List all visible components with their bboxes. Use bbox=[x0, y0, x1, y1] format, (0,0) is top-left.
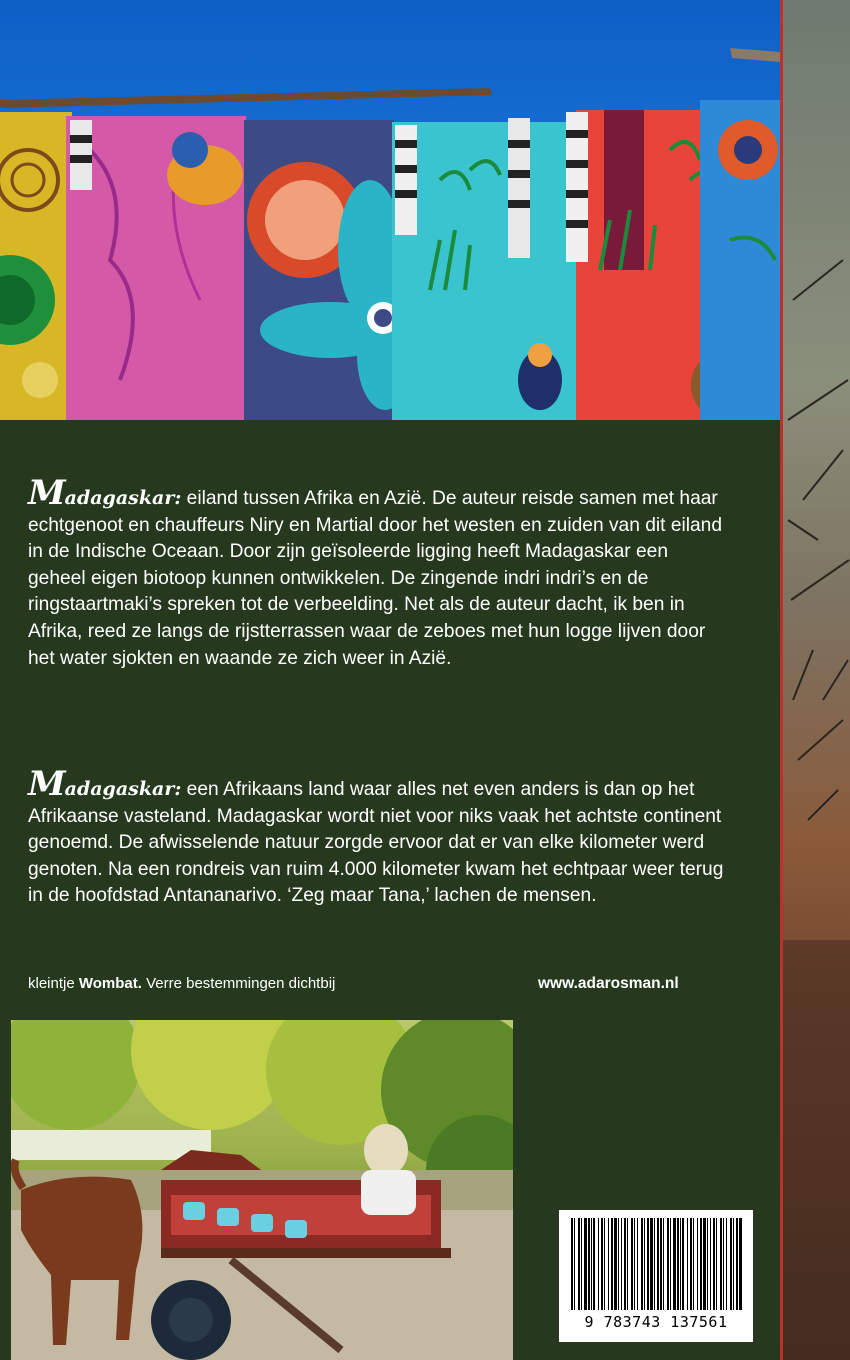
barcode-bar bbox=[627, 1218, 628, 1310]
barcode-bar bbox=[693, 1218, 694, 1310]
barcode-bar bbox=[624, 1218, 626, 1310]
barcode-bar bbox=[578, 1218, 580, 1310]
barcode-bar bbox=[733, 1218, 734, 1310]
barcode-bar bbox=[574, 1218, 575, 1310]
barcode-bar bbox=[591, 1218, 592, 1310]
zebu-cart-photo bbox=[11, 1020, 513, 1360]
zebu-cart-illustration bbox=[11, 1020, 513, 1360]
barcode-bar bbox=[673, 1218, 676, 1310]
barcode-bar bbox=[720, 1218, 722, 1310]
barcode-bar bbox=[723, 1218, 724, 1310]
blurb-text: eiland tussen Afrika en Azië. De auteur reisde samen met haar echtgenoot en chauffeurs Niry en Martial door het westen en zuiden van dit eiland in de Indische Oceaan. Door zijn geïsoleerde ligging heeft Madagaskar een geheel eigen biotoop kunnen ontwikkelen. De zingende indri indri’s en de ringstaartmaki’s spreken tot de verbeelding. Net als de auteur dacht, ik ben in Afrika, reed ze langs de rijstterrassen waar de zeboes met hun logge lijven door het water sjokten en waande ze zich weer in Azië. bbox=[28, 488, 723, 669]
barcode-bar bbox=[667, 1218, 669, 1310]
barcode-bar bbox=[680, 1218, 681, 1310]
website-link[interactable]: www.adarosman.nl bbox=[538, 975, 679, 992]
barcode-bar bbox=[700, 1218, 702, 1310]
barcode-bar bbox=[608, 1218, 609, 1310]
series-tagline bbox=[28, 975, 335, 992]
barcode-bar bbox=[588, 1218, 590, 1310]
barcode-bar bbox=[710, 1218, 711, 1310]
barcode-bar bbox=[581, 1218, 582, 1310]
barcode-bar bbox=[654, 1218, 655, 1310]
barcode-bar bbox=[598, 1218, 599, 1310]
fabrics-illustration bbox=[0, 0, 780, 420]
barcode-bar bbox=[716, 1218, 717, 1310]
barcode-bar bbox=[677, 1218, 679, 1310]
barcode-bar bbox=[637, 1218, 638, 1310]
blurb-lead-word: Madagaskar: bbox=[28, 473, 182, 513]
blurb-paragraph-1 bbox=[28, 473, 728, 672]
barcode-bar bbox=[682, 1218, 684, 1310]
barcode-bar bbox=[634, 1218, 635, 1310]
barcode-bar bbox=[593, 1218, 595, 1310]
barcode-bar bbox=[736, 1218, 738, 1310]
barcode-bar bbox=[631, 1218, 633, 1310]
barcode-bar bbox=[687, 1218, 688, 1310]
barcode-bar bbox=[614, 1218, 617, 1310]
barcode-bar bbox=[611, 1218, 613, 1310]
series-prefix: kleintje bbox=[28, 975, 79, 992]
barcode-bar bbox=[703, 1218, 706, 1310]
barcode-bar bbox=[621, 1218, 622, 1310]
barcode-bar bbox=[690, 1218, 692, 1310]
series-tagline-text: Verre bestemmingen dichtbij bbox=[141, 975, 336, 992]
barcode-bar bbox=[739, 1218, 742, 1310]
barcode-bar bbox=[663, 1218, 664, 1310]
barcode-bar bbox=[730, 1218, 732, 1310]
barcode-bar bbox=[647, 1218, 649, 1310]
blurb-lead-word: Madagaskar: bbox=[28, 764, 182, 804]
barcode-bar bbox=[584, 1218, 587, 1310]
barcode-bar bbox=[707, 1218, 708, 1310]
fabrics-photo bbox=[0, 0, 780, 420]
barcode-bar bbox=[670, 1218, 671, 1310]
blurb-text: een Afrikaans land waar alles net even anders is dan op het Afrikaanse vasteland. Madagaskar wordt niet voor niks vaak het achtste continent genoemd. De afwisselende natuur zorgde ervoor dat er van elke kilometer werd genoten. Na een rondreis van ruim 4.000 kilometer kwam het echtpaar weer terug in de hoofdstad Antananarivo. ‘Zeg maar Tana,’ lachen de mensen. bbox=[28, 779, 724, 907]
barcode-bar bbox=[641, 1218, 643, 1310]
barcode-bar bbox=[650, 1218, 653, 1310]
barcode-bar bbox=[657, 1218, 659, 1310]
series-brand: Wombat. bbox=[78, 975, 142, 992]
spine-photo bbox=[780, 0, 850, 1360]
barcode-bar bbox=[571, 1218, 573, 1310]
barcode-bar bbox=[618, 1218, 619, 1310]
barcode-bar bbox=[726, 1218, 727, 1310]
barcode-bar bbox=[697, 1218, 698, 1310]
isbn-barcode bbox=[559, 1210, 753, 1342]
barcode-bar bbox=[644, 1218, 645, 1310]
isbn-number: 9 783743 137561 bbox=[584, 1313, 728, 1331]
barcode-bar bbox=[604, 1218, 605, 1310]
barcode-bar bbox=[660, 1218, 662, 1310]
barcode-bar bbox=[713, 1218, 715, 1310]
barcode-bar bbox=[601, 1218, 603, 1310]
tree-silhouette bbox=[783, 0, 850, 1360]
blurb-paragraph-2 bbox=[28, 764, 728, 910]
